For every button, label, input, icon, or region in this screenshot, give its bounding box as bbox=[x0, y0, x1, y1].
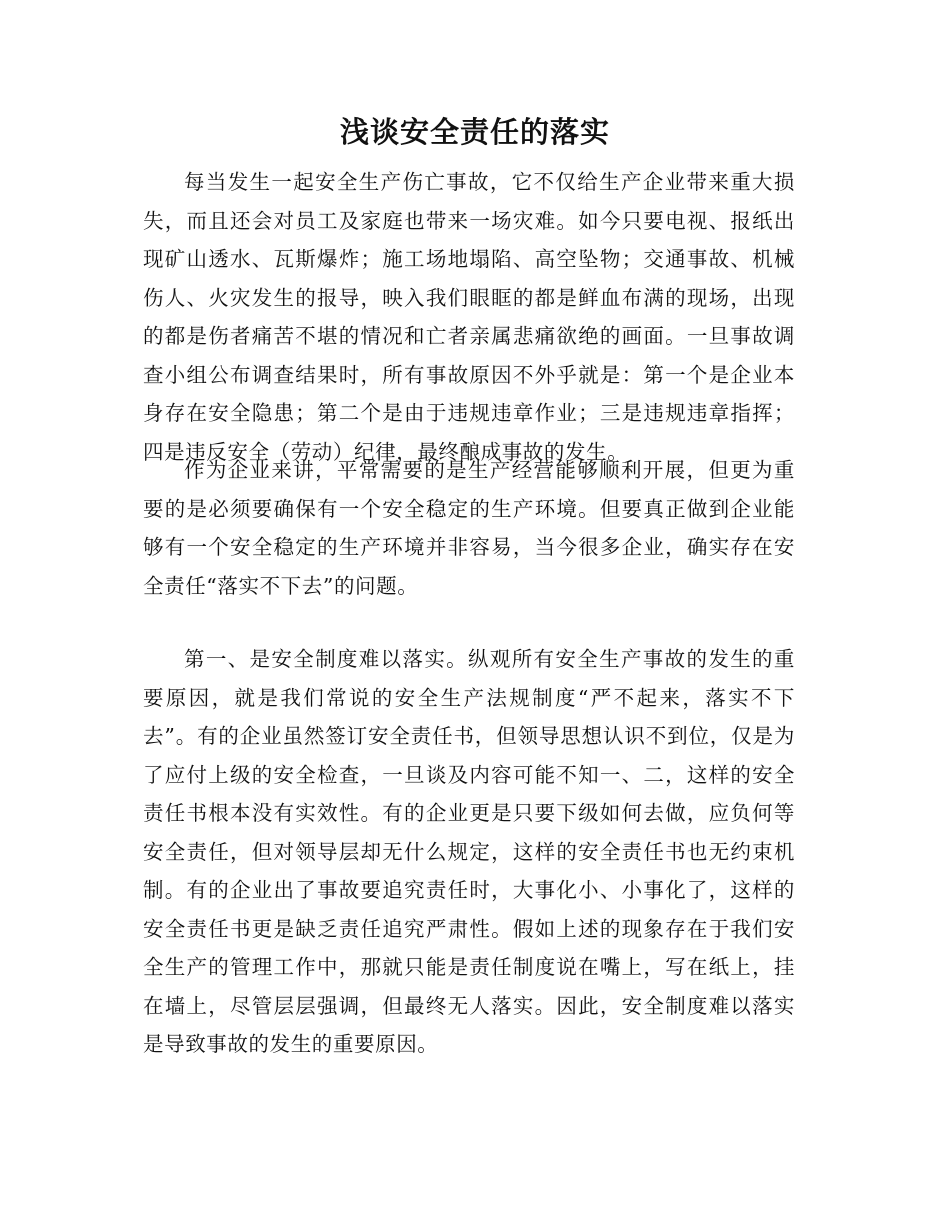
paragraph: 第一、是安全制度难以落实。纵观所有安全生产事故的发生的重要原因，就是我们常说的安全生产法规制度“严不起来，落实不下去”。有的企业虽然签订安全责任书，但领导思想认识不到位，仅是为了应付上级的安全检查，一旦谈及内容可能不知一、二，这样的安全责任书根本没有实效性。有的企业更是只要下级如何去做，应负何等安全责任，但对领导层却无什么规定，这样的安全责任书也无约束机制。有的企业出了事故要追究责任时，大事化小、小事化了，这样的安全责任书更是缺乏责任追究严肃性。假如上述的现象存在于我们安全生产的管理工作中，那就只能是责任制度说在嘴上，写在纸上，挂在墙上，尽管层层强调，但最终无人落实。因此，安全制度难以落实是导致事故的发生的重要原因。 bbox=[143, 647, 795, 1056]
paragraph: 每当发生一起安全生产伤亡事故，它不仅给生产企业带来重大损失，而且还会对员工及家庭也带来一场灾难。如今只要电视、报纸出现矿山透水、瓦斯爆炸；施工场地塌陷、高空坠物；交通事故、机械伤人、火灾发生的报导，映入我们眼眶的都是鲜血布满的现场，出现的都是伤者痛苦不堪的情况和亡者亲属悲痛欲绝的画面。一旦事故调查小组公布调查结果时，所有事故原因不外乎就是：第一个是企业本身存在安全隐患；第二个是由于违规违章作业；三是违规违章指挥；四是违反安全（劳动）纪律，最终酿成事故的发生。 bbox=[143, 170, 795, 464]
paragraph: 作为企业来讲，平常需要的是生产经营能够顺利开展，但更为重要的是必须要确保有一个安全稳定的生产环境。但要真正做到企业能够有一个安全稳定的生产环境并非容易，当今很多企业，确实存在安全责任“落实不下去”的问题。 bbox=[143, 458, 795, 598]
document-title: 浅谈安全责任的落实 bbox=[339, 115, 610, 149]
